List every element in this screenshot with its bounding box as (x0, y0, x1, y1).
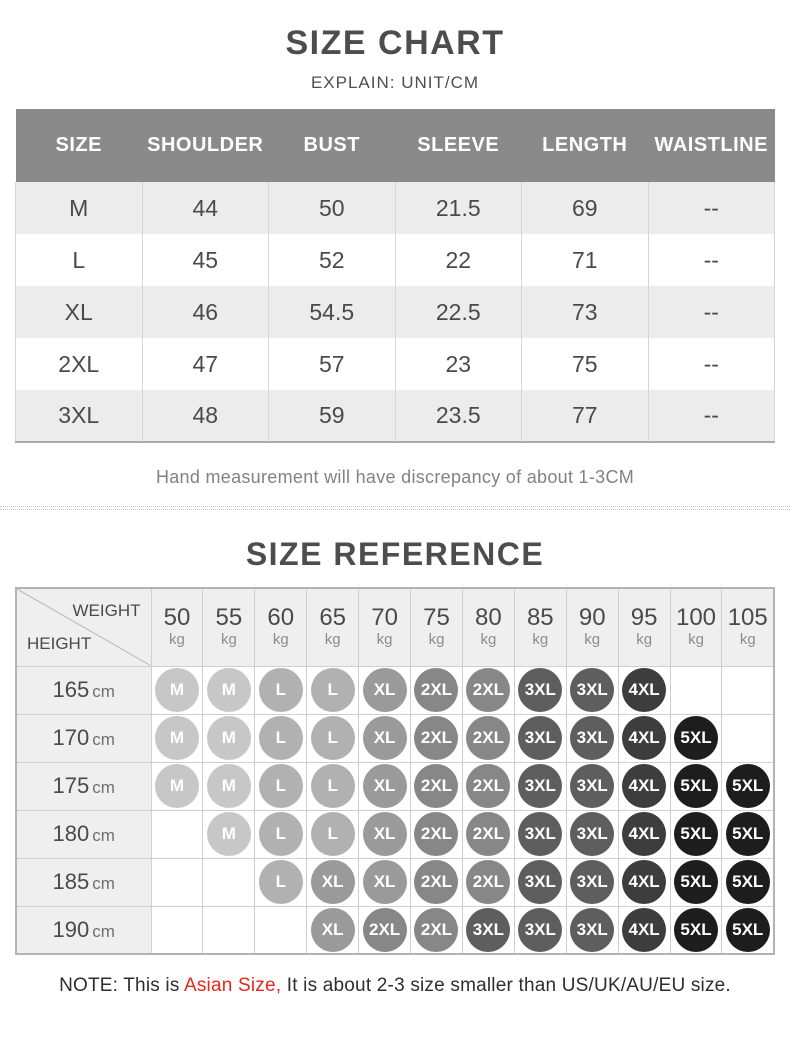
height-unit: cm (92, 921, 115, 941)
size-badge: L (311, 668, 355, 712)
size-badge-cell (514, 858, 566, 906)
size-badge-cell (255, 858, 307, 906)
size-badge-cell (411, 714, 463, 762)
weight-column-header (255, 588, 307, 666)
size-reference-row (16, 762, 774, 810)
measurement-cell: 48 (142, 390, 269, 442)
measurement-cell: -- (648, 182, 775, 234)
measurement-cell: 22 (395, 234, 522, 286)
size-chart-row (16, 182, 775, 234)
size-badge: 2XL (414, 668, 458, 712)
height-value: 175 (52, 773, 90, 798)
weight-unit: kg (739, 631, 756, 649)
size-badge-cell (307, 810, 359, 858)
size-badge: 5XL (726, 812, 770, 856)
size-cell: M (16, 182, 143, 234)
size-cell: 3XL (16, 390, 143, 442)
empty-cell (151, 906, 203, 954)
size-badge-cell (359, 762, 411, 810)
size-badge-cell (566, 858, 618, 906)
size-badge-cell (618, 762, 670, 810)
size-badge: 2XL (466, 764, 510, 808)
height-corner-label: HEIGHT (27, 633, 92, 653)
size-badge-cell (514, 906, 566, 954)
size-badge: 3XL (570, 860, 614, 904)
size-chart-row (16, 286, 775, 338)
size-badge-cell (618, 906, 670, 954)
size-badge-cell (151, 666, 203, 714)
measurement-cell: 73 (522, 286, 649, 338)
size-badge-cell (255, 810, 307, 858)
size-badge: 2XL (363, 908, 407, 952)
size-badge-cell (359, 666, 411, 714)
size-badge: 2XL (414, 764, 458, 808)
weight-value: 75 (423, 604, 450, 632)
weight-column-header (462, 588, 514, 666)
measurement-cell: -- (648, 234, 775, 286)
size-badge: 2XL (466, 716, 510, 760)
size-chart-column-header: BUST (269, 109, 396, 182)
size-badge-cell (566, 906, 618, 954)
size-badge: XL (363, 716, 407, 760)
measurement-cell: 59 (269, 390, 396, 442)
size-badge: M (207, 764, 251, 808)
height-unit: cm (92, 874, 115, 893)
measurement-cell: 46 (142, 286, 269, 338)
weight-unit: kg (376, 631, 393, 649)
size-badge-cell (514, 810, 566, 858)
size-reference-row (16, 906, 774, 954)
weight-column-header (359, 588, 411, 666)
measurement-note: Hand measurement will have discrepancy of about 1-3CM (155, 467, 635, 487)
size-reference-row (16, 714, 774, 762)
empty-cell (203, 906, 255, 954)
size-badge-cell (203, 810, 255, 858)
size-badge-cell (307, 714, 359, 762)
size-badge-cell (670, 762, 722, 810)
size-badge-cell (618, 714, 670, 762)
weight-value: 95 (630, 604, 658, 632)
size-reference-row (16, 810, 774, 858)
size-badge-cell (618, 810, 670, 858)
size-badge-cell (307, 762, 359, 810)
size-badge: 3XL (518, 668, 562, 712)
size-badge: 4XL (622, 764, 666, 808)
empty-cell (255, 906, 307, 954)
size-badge-cell (722, 810, 774, 858)
measurement-cell: 69 (522, 182, 649, 234)
size-chart-column-header: SLEEVE (395, 109, 522, 182)
weight-column-header (203, 588, 255, 666)
measurement-cell: 54.5 (269, 286, 396, 338)
measurement-cell: 57 (269, 338, 396, 390)
size-badge: 2XL (414, 812, 458, 856)
size-badge-cell (411, 810, 463, 858)
measurement-cell: 47 (142, 338, 269, 390)
empty-cell (670, 666, 722, 714)
size-badge: 5XL (674, 812, 718, 856)
size-chart-column-header: SHOULDER (142, 109, 269, 182)
size-badge: 3XL (518, 716, 562, 760)
size-badge-cell (670, 810, 722, 858)
size-badge-cell (411, 858, 463, 906)
weight-column-header (670, 588, 722, 666)
size-badge-cell (566, 666, 618, 714)
measurement-cell: -- (648, 390, 775, 442)
size-badge: 3XL (518, 860, 562, 904)
size-chart-column-header: WAISTLINE (648, 109, 775, 182)
weight-unit: kg (272, 631, 289, 649)
size-badge-cell (670, 714, 722, 762)
height-value: 165 (52, 677, 90, 702)
height-row-label (16, 762, 151, 810)
size-reference-title: SIZE REFERENCE (245, 536, 545, 572)
weight-value: 65 (319, 604, 347, 632)
size-cell: XL (16, 286, 143, 338)
height-row-label (16, 906, 151, 954)
weight-value: 100 (675, 604, 717, 632)
size-badge: XL (363, 860, 407, 904)
size-badge: M (207, 716, 251, 760)
size-badge-cell (566, 714, 618, 762)
size-badge-cell (462, 810, 514, 858)
weight-column-header (151, 588, 203, 666)
weight-column-header (411, 588, 463, 666)
height-value: 185 (52, 869, 90, 894)
weight-value: 85 (526, 604, 554, 632)
empty-cell (151, 858, 203, 906)
size-badge-cell (618, 858, 670, 906)
size-badge: 3XL (570, 668, 614, 712)
measurement-cell: -- (648, 286, 775, 338)
size-badge-cell (203, 714, 255, 762)
height-row-label (16, 810, 151, 858)
measurement-cell: 44 (142, 182, 269, 234)
size-badge-cell (462, 906, 514, 954)
size-badge: 3XL (518, 812, 562, 856)
size-badge: L (259, 860, 303, 904)
size-chart-row (16, 234, 775, 286)
size-badge: 5XL (674, 860, 718, 904)
weight-unit: kg (324, 631, 341, 649)
size-badge: M (155, 668, 199, 712)
weight-column-header (514, 588, 566, 666)
size-badge: L (311, 812, 355, 856)
size-badge-cell (514, 762, 566, 810)
empty-cell (722, 714, 774, 762)
weight-value: 55 (215, 604, 243, 632)
measurement-cell: 75 (522, 338, 649, 390)
size-badge: 5XL (674, 716, 718, 760)
size-badge: 2XL (414, 716, 458, 760)
size-badge-cell (359, 810, 411, 858)
size-badge-cell (514, 714, 566, 762)
size-badge: 3XL (518, 764, 562, 808)
size-badge: 2XL (414, 908, 458, 952)
size-badge: 4XL (622, 908, 666, 952)
weight-value: 80 (475, 604, 502, 632)
size-badge: M (155, 764, 199, 808)
measurement-cell: 45 (142, 234, 269, 286)
empty-cell (722, 666, 774, 714)
measurement-cell: 23.5 (395, 390, 522, 442)
size-badge-cell (151, 762, 203, 810)
height-row-label (16, 714, 151, 762)
size-badge: 4XL (622, 668, 666, 712)
size-badge-cell (514, 666, 566, 714)
size-badge-cell (255, 714, 307, 762)
size-badge-cell (359, 906, 411, 954)
footer-note (0, 975, 790, 997)
size-badge: XL (363, 764, 407, 808)
size-cell: 2XL (16, 338, 143, 390)
size-chart-table (15, 109, 775, 443)
height-unit: cm (92, 826, 115, 845)
size-badge-cell (307, 858, 359, 906)
size-badge-cell (462, 858, 514, 906)
size-reference-header-row (16, 588, 774, 666)
height-row-label (16, 858, 151, 906)
size-badge-cell (722, 906, 774, 954)
size-chart-row (16, 338, 775, 390)
size-badge: XL (363, 812, 407, 856)
weight-value: 70 (371, 604, 398, 632)
size-badge: XL (363, 668, 407, 712)
size-badge-cell (566, 762, 618, 810)
measurement-cell: 77 (522, 390, 649, 442)
size-badge-cell (151, 714, 203, 762)
size-badge-cell (359, 714, 411, 762)
size-badge-cell (462, 762, 514, 810)
size-badge: 2XL (414, 860, 458, 904)
weight-value: 105 (727, 604, 768, 632)
size-badge: 5XL (726, 908, 770, 952)
footer-note-suffix: It is about 2-3 size smaller than US/UK/AU/EU size. (281, 975, 731, 996)
measurement-cell: 23 (395, 338, 522, 390)
empty-cell (151, 810, 203, 858)
weight-value: 60 (267, 604, 295, 632)
size-badge: XL (311, 908, 355, 952)
size-badge-cell (203, 762, 255, 810)
measurement-cell: 21.5 (395, 182, 522, 234)
weight-unit: kg (584, 631, 601, 649)
size-badge-cell (411, 906, 463, 954)
size-badge-cell (203, 666, 255, 714)
weight-column-header (618, 588, 670, 666)
height-value: 170 (52, 725, 90, 750)
size-badge-cell (255, 666, 307, 714)
explain-subtitle: EXPLAIN: UNIT/CM (310, 73, 480, 92)
footer-note-prefix: NOTE: This is (59, 975, 184, 996)
empty-cell (203, 858, 255, 906)
measurement-cell: 52 (269, 234, 396, 286)
size-badge: M (207, 668, 251, 712)
size-badge: 3XL (466, 908, 510, 952)
size-cell: L (16, 234, 143, 286)
height-unit: cm (92, 730, 115, 749)
section-divider (0, 506, 790, 510)
size-badge: L (311, 716, 355, 760)
height-row-label (16, 666, 151, 714)
size-badge: 3XL (570, 716, 614, 760)
weight-column-header (722, 588, 774, 666)
size-badge-cell (670, 906, 722, 954)
size-badge: 3XL (570, 764, 614, 808)
measurement-cell: -- (648, 338, 775, 390)
size-chart-row (16, 390, 775, 442)
height-value: 190 (52, 916, 90, 942)
weight-height-corner-cell (16, 588, 151, 666)
weight-corner-label: WEIGHT (72, 601, 141, 620)
weight-unit: kg (688, 631, 704, 649)
height-unit: cm (92, 778, 115, 797)
size-badge: L (259, 668, 303, 712)
size-badge-cell (411, 762, 463, 810)
size-badge: 5XL (726, 860, 770, 904)
size-reference-row (16, 666, 774, 714)
size-badge-cell (722, 762, 774, 810)
size-badge: L (259, 764, 303, 808)
size-reference-table (15, 587, 775, 955)
size-chart-column-header: SIZE (16, 109, 143, 182)
size-badge-cell (307, 906, 359, 954)
size-badge: M (155, 716, 199, 760)
size-badge: 4XL (622, 860, 666, 904)
footer-note-highlight: Asian Size, (183, 975, 282, 996)
weight-value: 90 (578, 604, 606, 632)
size-reference-row (16, 858, 774, 906)
size-badge: 2XL (466, 860, 510, 904)
weight-unit: kg (636, 631, 653, 649)
size-badge: 5XL (674, 764, 718, 808)
weight-unit: kg (532, 631, 549, 649)
size-badge-cell (411, 666, 463, 714)
size-badge: L (311, 764, 355, 808)
page-title: SIZE CHART (285, 24, 505, 62)
weight-unit: kg (480, 631, 497, 649)
weight-unit: kg (169, 631, 185, 649)
weight-value: 50 (163, 604, 191, 632)
size-badge: 3XL (570, 908, 614, 952)
size-badge-cell (359, 858, 411, 906)
size-badge: 4XL (622, 812, 666, 856)
weight-unit: kg (220, 631, 237, 649)
measurement-cell: 22.5 (395, 286, 522, 338)
size-badge: L (259, 716, 303, 760)
measurement-cell: 50 (269, 182, 396, 234)
weight-column-header (566, 588, 618, 666)
size-badge-cell (307, 666, 359, 714)
size-badge: 3XL (570, 812, 614, 856)
size-chart-column-header: LENGTH (522, 109, 649, 182)
size-badge: 4XL (622, 716, 666, 760)
size-badge-cell (670, 858, 722, 906)
size-badge-cell (566, 810, 618, 858)
size-chart-header-row (16, 109, 775, 182)
size-badge: 5XL (674, 908, 718, 952)
size-badge-cell (462, 666, 514, 714)
size-badge-cell (462, 714, 514, 762)
size-badge-cell (722, 858, 774, 906)
size-badge-cell (255, 762, 307, 810)
size-badge: XL (311, 860, 355, 904)
weight-column-header (307, 588, 359, 666)
size-badge: 2XL (466, 812, 510, 856)
weight-unit: kg (428, 631, 445, 649)
size-badge: M (207, 812, 251, 856)
size-badge: L (259, 812, 303, 856)
size-badge: 5XL (726, 764, 770, 808)
measurement-cell: 71 (522, 234, 649, 286)
size-badge: 2XL (466, 668, 510, 712)
height-unit: cm (92, 682, 115, 701)
size-badge-cell (618, 666, 670, 714)
height-value: 180 (52, 821, 90, 846)
size-badge: 3XL (518, 908, 562, 952)
